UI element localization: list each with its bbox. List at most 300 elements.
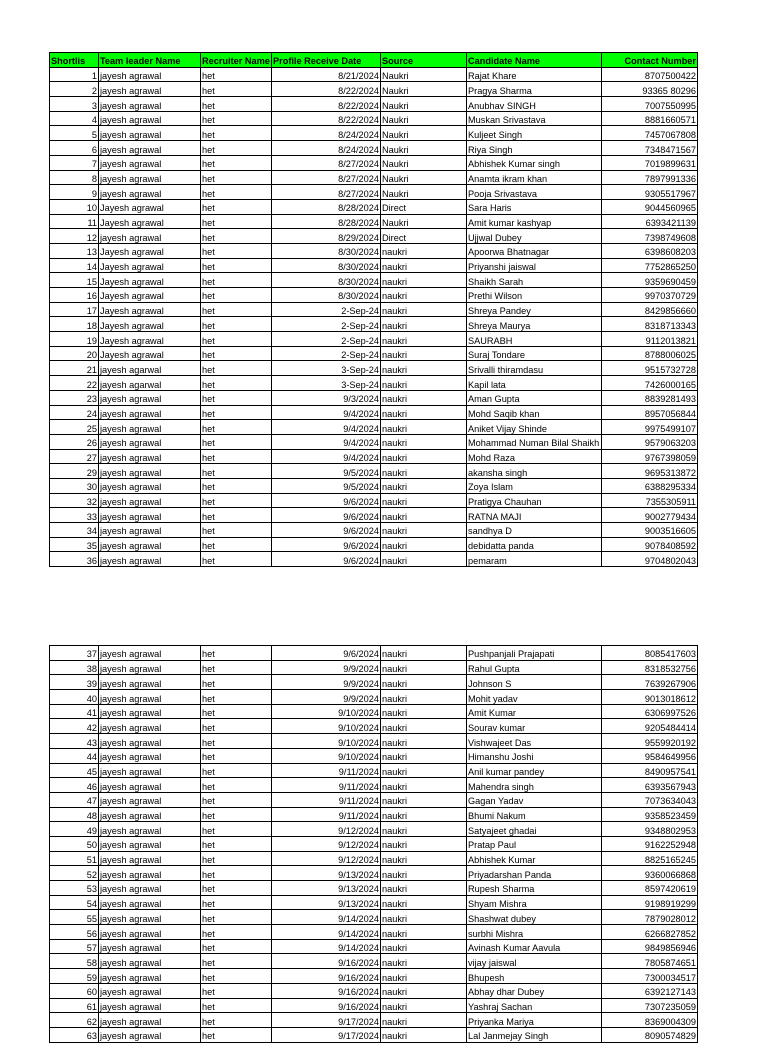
- cell-recruiter[interactable]: het: [201, 155, 272, 170]
- cell-contact[interactable]: 93365 80296: [602, 82, 698, 97]
- cell-contact[interactable]: 9975499107: [602, 420, 698, 435]
- cell-candidate[interactable]: SAURABH: [467, 332, 602, 347]
- cell-candidate[interactable]: akansha singh: [467, 464, 602, 479]
- cell-candidate[interactable]: Pragya Sharma: [467, 82, 602, 97]
- cell-recruiter[interactable]: het: [201, 302, 272, 317]
- cell-team-leader[interactable]: jayesh agrawal: [99, 866, 201, 881]
- cell-candidate[interactable]: Shaikh Sarah: [467, 273, 602, 288]
- cell-recruiter[interactable]: het: [201, 734, 272, 749]
- cell-date[interactable]: 9/4/2024: [272, 405, 381, 420]
- cell-team-leader[interactable]: jayesh agrawal: [99, 1027, 201, 1042]
- cell-recruiter[interactable]: het: [201, 523, 272, 538]
- cell-source[interactable]: naukri: [381, 258, 467, 273]
- cell-candidate[interactable]: Priyanka Mariya: [467, 1013, 602, 1028]
- cell-candidate[interactable]: Gagan Yadav: [467, 792, 602, 807]
- cell-contact[interactable]: 7639267906: [602, 675, 698, 690]
- cell-team-leader[interactable]: Jayesh agrawal: [99, 346, 201, 361]
- cell-source[interactable]: naukri: [381, 376, 467, 391]
- cell-shortlist[interactable]: 5: [50, 126, 99, 141]
- cell-date[interactable]: 9/6/2024: [272, 508, 381, 523]
- cell-shortlist[interactable]: 8: [50, 170, 99, 185]
- cell-shortlist[interactable]: 24: [50, 405, 99, 420]
- cell-recruiter[interactable]: het: [201, 690, 272, 705]
- cell-recruiter[interactable]: het: [201, 288, 272, 303]
- cell-shortlist[interactable]: 48: [50, 807, 99, 822]
- cell-team-leader[interactable]: jayesh agrawal: [99, 939, 201, 954]
- cell-recruiter[interactable]: het: [201, 493, 272, 508]
- cell-shortlist[interactable]: 2: [50, 82, 99, 97]
- cell-shortlist[interactable]: 1: [50, 67, 99, 82]
- cell-source[interactable]: naukri: [381, 405, 467, 420]
- cell-contact[interactable]: 6266827852: [602, 925, 698, 940]
- cell-shortlist[interactable]: 58: [50, 954, 99, 969]
- cell-candidate[interactable]: vijay jaiswal: [467, 954, 602, 969]
- cell-candidate[interactable]: Sara Haris: [467, 199, 602, 214]
- cell-source[interactable]: Naukri: [381, 141, 467, 156]
- cell-date[interactable]: 8/21/2024: [272, 67, 381, 82]
- cell-team-leader[interactable]: jayesh agrawal: [99, 170, 201, 185]
- cell-shortlist[interactable]: 59: [50, 969, 99, 984]
- cell-recruiter[interactable]: het: [201, 998, 272, 1013]
- cell-candidate[interactable]: Abhishek Kumar: [467, 851, 602, 866]
- cell-recruiter[interactable]: het: [201, 866, 272, 881]
- cell-shortlist[interactable]: 49: [50, 822, 99, 837]
- cell-candidate[interactable]: Sourav kumar: [467, 719, 602, 734]
- cell-shortlist[interactable]: 3: [50, 97, 99, 112]
- cell-date[interactable]: 9/13/2024: [272, 895, 381, 910]
- cell-source[interactable]: Naukri: [381, 170, 467, 185]
- cell-shortlist[interactable]: 46: [50, 778, 99, 793]
- cell-shortlist[interactable]: 45: [50, 763, 99, 778]
- cell-contact[interactable]: 9305517967: [602, 185, 698, 200]
- cell-team-leader[interactable]: jayesh agrawal: [99, 508, 201, 523]
- cell-recruiter[interactable]: het: [201, 704, 272, 719]
- cell-candidate[interactable]: Pratap Paul: [467, 836, 602, 851]
- cell-date[interactable]: 9/10/2024: [272, 719, 381, 734]
- cell-date[interactable]: 8/30/2024: [272, 288, 381, 303]
- cell-source[interactable]: naukri: [381, 346, 467, 361]
- cell-shortlist[interactable]: 56: [50, 925, 99, 940]
- cell-team-leader[interactable]: jayesh agrawal: [99, 807, 201, 822]
- cell-date[interactable]: 9/11/2024: [272, 763, 381, 778]
- cell-candidate[interactable]: Johnson S: [467, 675, 602, 690]
- cell-contact[interactable]: 9002779434: [602, 508, 698, 523]
- cell-contact[interactable]: 7426000165: [602, 376, 698, 391]
- cell-date[interactable]: 8/27/2024: [272, 185, 381, 200]
- cell-recruiter[interactable]: het: [201, 376, 272, 391]
- cell-candidate[interactable]: Mahendra singh: [467, 778, 602, 793]
- cell-contact[interactable]: 8318532756: [602, 660, 698, 675]
- cell-contact[interactable]: 8788006025: [602, 346, 698, 361]
- cell-date[interactable]: 9/16/2024: [272, 969, 381, 984]
- cell-date[interactable]: 9/16/2024: [272, 983, 381, 998]
- cell-shortlist[interactable]: 27: [50, 449, 99, 464]
- cell-recruiter[interactable]: het: [201, 67, 272, 82]
- cell-shortlist[interactable]: 4: [50, 111, 99, 126]
- cell-shortlist[interactable]: 54: [50, 895, 99, 910]
- cell-team-leader[interactable]: jayesh agrawal: [99, 704, 201, 719]
- cell-source[interactable]: naukri: [381, 390, 467, 405]
- cell-recruiter[interactable]: het: [201, 229, 272, 244]
- cell-recruiter[interactable]: het: [201, 552, 272, 567]
- cell-source[interactable]: Naukri: [381, 185, 467, 200]
- cell-contact[interactable]: 6306997526: [602, 704, 698, 719]
- cell-shortlist[interactable]: 38: [50, 660, 99, 675]
- cell-contact[interactable]: 9198919299: [602, 895, 698, 910]
- cell-candidate[interactable]: Srivalli thiramdasu: [467, 361, 602, 376]
- cell-recruiter[interactable]: het: [201, 405, 272, 420]
- cell-recruiter[interactable]: het: [201, 719, 272, 734]
- cell-source[interactable]: naukri: [381, 332, 467, 347]
- cell-source[interactable]: naukri: [381, 1013, 467, 1028]
- cell-date[interactable]: 9/10/2024: [272, 748, 381, 763]
- cell-contact[interactable]: 6393567943: [602, 778, 698, 793]
- cell-team-leader[interactable]: jayesh agrawal: [99, 895, 201, 910]
- cell-source[interactable]: naukri: [381, 508, 467, 523]
- cell-recruiter[interactable]: het: [201, 464, 272, 479]
- cell-source[interactable]: naukri: [381, 464, 467, 479]
- cell-candidate[interactable]: Mohd Saqib khan: [467, 405, 602, 420]
- cell-candidate[interactable]: Abhishek Kumar singh: [467, 155, 602, 170]
- cell-shortlist[interactable]: 7: [50, 155, 99, 170]
- cell-candidate[interactable]: Apoorwa Bhatnagar: [467, 243, 602, 258]
- cell-candidate[interactable]: Lal Janmejay Singh: [467, 1027, 602, 1042]
- cell-source[interactable]: Naukri: [381, 82, 467, 97]
- cell-team-leader[interactable]: jayesh agrawal: [99, 97, 201, 112]
- cell-recruiter[interactable]: het: [201, 243, 272, 258]
- cell-recruiter[interactable]: het: [201, 983, 272, 998]
- cell-candidate[interactable]: Priyanshi jaiswal: [467, 258, 602, 273]
- cell-contact[interactable]: 7879028012: [602, 910, 698, 925]
- cell-shortlist[interactable]: 51: [50, 851, 99, 866]
- cell-shortlist[interactable]: 62: [50, 1013, 99, 1028]
- cell-contact[interactable]: 7348471567: [602, 141, 698, 156]
- cell-shortlist[interactable]: 50: [50, 836, 99, 851]
- cell-source[interactable]: naukri: [381, 734, 467, 749]
- cell-recruiter[interactable]: het: [201, 778, 272, 793]
- cell-contact[interactable]: 9013018612: [602, 690, 698, 705]
- cell-contact[interactable]: 9360066868: [602, 866, 698, 881]
- cell-team-leader[interactable]: jayesh agarwal: [99, 361, 201, 376]
- cell-team-leader[interactable]: jayesh agrawal: [99, 111, 201, 126]
- cell-candidate[interactable]: Zoya Islam: [467, 478, 602, 493]
- cell-shortlist[interactable]: 53: [50, 881, 99, 896]
- cell-source[interactable]: naukri: [381, 302, 467, 317]
- cell-shortlist[interactable]: 12: [50, 229, 99, 244]
- cell-candidate[interactable]: Mohit yadav: [467, 690, 602, 705]
- cell-candidate[interactable]: Bhumi Nakum: [467, 807, 602, 822]
- cell-date[interactable]: 9/11/2024: [272, 807, 381, 822]
- cell-source[interactable]: naukri: [381, 420, 467, 435]
- cell-shortlist[interactable]: 14: [50, 258, 99, 273]
- cell-shortlist[interactable]: 22: [50, 376, 99, 391]
- cell-team-leader[interactable]: jayesh agrawal: [99, 126, 201, 141]
- cell-team-leader[interactable]: jayesh agrawal: [99, 836, 201, 851]
- cell-team-leader[interactable]: Jayesh agrawal: [99, 199, 201, 214]
- cell-date[interactable]: 3-Sep-24: [272, 361, 381, 376]
- cell-source[interactable]: naukri: [381, 763, 467, 778]
- cell-team-leader[interactable]: Jayesh agrawal: [99, 214, 201, 229]
- cell-shortlist[interactable]: 61: [50, 998, 99, 1013]
- cell-contact[interactable]: 7752865250: [602, 258, 698, 273]
- cell-contact[interactable]: 7398749608: [602, 229, 698, 244]
- cell-contact[interactable]: 9767398059: [602, 449, 698, 464]
- cell-candidate[interactable]: Shreya Pandey: [467, 302, 602, 317]
- cell-shortlist[interactable]: 30: [50, 478, 99, 493]
- cell-team-leader[interactable]: jayesh agrawal: [99, 523, 201, 538]
- cell-candidate[interactable]: Kuljeet Singh: [467, 126, 602, 141]
- cell-source[interactable]: naukri: [381, 925, 467, 940]
- cell-source[interactable]: Naukri: [381, 67, 467, 82]
- cell-source[interactable]: naukri: [381, 660, 467, 675]
- cell-date[interactable]: 8/28/2024: [272, 199, 381, 214]
- cell-date[interactable]: 9/14/2024: [272, 925, 381, 940]
- cell-recruiter[interactable]: het: [201, 939, 272, 954]
- cell-source[interactable]: naukri: [381, 983, 467, 998]
- cell-candidate[interactable]: Anamta ikram khan: [467, 170, 602, 185]
- cell-date[interactable]: 8/22/2024: [272, 97, 381, 112]
- cell-shortlist[interactable]: 13: [50, 243, 99, 258]
- cell-candidate[interactable]: Suraj Tondare: [467, 346, 602, 361]
- cell-shortlist[interactable]: 26: [50, 434, 99, 449]
- cell-recruiter[interactable]: het: [201, 646, 272, 661]
- cell-shortlist[interactable]: 20: [50, 346, 99, 361]
- cell-date[interactable]: 9/4/2024: [272, 420, 381, 435]
- cell-source[interactable]: Direct: [381, 199, 467, 214]
- cell-recruiter[interactable]: het: [201, 420, 272, 435]
- cell-recruiter[interactable]: het: [201, 1013, 272, 1028]
- cell-shortlist[interactable]: 15: [50, 273, 99, 288]
- cell-recruiter[interactable]: het: [201, 449, 272, 464]
- cell-team-leader[interactable]: jayesh agrawal: [99, 390, 201, 405]
- cell-team-leader[interactable]: jayesh agrawal: [99, 969, 201, 984]
- cell-shortlist[interactable]: 57: [50, 939, 99, 954]
- cell-source[interactable]: naukri: [381, 646, 467, 661]
- cell-candidate[interactable]: Ujjwal Dubey: [467, 229, 602, 244]
- cell-date[interactable]: 9/11/2024: [272, 778, 381, 793]
- cell-source[interactable]: naukri: [381, 273, 467, 288]
- cell-team-leader[interactable]: jayesh agrawal: [99, 229, 201, 244]
- cell-source[interactable]: naukri: [381, 537, 467, 552]
- cell-recruiter[interactable]: het: [201, 82, 272, 97]
- cell-recruiter[interactable]: het: [201, 822, 272, 837]
- cell-source[interactable]: naukri: [381, 998, 467, 1013]
- cell-contact[interactable]: 9205484414: [602, 719, 698, 734]
- cell-candidate[interactable]: Anil kumar pandey: [467, 763, 602, 778]
- cell-candidate[interactable]: Aman Gupta: [467, 390, 602, 405]
- cell-team-leader[interactable]: jayesh agrawal: [99, 420, 201, 435]
- cell-recruiter[interactable]: het: [201, 434, 272, 449]
- cell-recruiter[interactable]: het: [201, 97, 272, 112]
- cell-contact[interactable]: 8839281493: [602, 390, 698, 405]
- cell-date[interactable]: 9/12/2024: [272, 836, 381, 851]
- cell-recruiter[interactable]: het: [201, 660, 272, 675]
- header-recruiter[interactable]: Recruiter Name: [201, 53, 272, 68]
- cell-recruiter[interactable]: het: [201, 836, 272, 851]
- cell-date[interactable]: 9/9/2024: [272, 660, 381, 675]
- cell-team-leader[interactable]: jayesh agrawal: [99, 719, 201, 734]
- cell-team-leader[interactable]: jayesh agrawal: [99, 449, 201, 464]
- cell-contact[interactable]: 8597420619: [602, 881, 698, 896]
- cell-shortlist[interactable]: 33: [50, 508, 99, 523]
- cell-team-leader[interactable]: jayesh agrawal: [99, 405, 201, 420]
- cell-source[interactable]: naukri: [381, 969, 467, 984]
- cell-contact[interactable]: 9078408592: [602, 537, 698, 552]
- cell-source[interactable]: naukri: [381, 317, 467, 332]
- cell-shortlist[interactable]: 36: [50, 552, 99, 567]
- cell-recruiter[interactable]: het: [201, 199, 272, 214]
- cell-source[interactable]: Naukri: [381, 111, 467, 126]
- cell-recruiter[interactable]: het: [201, 910, 272, 925]
- cell-date[interactable]: 9/14/2024: [272, 910, 381, 925]
- cell-date[interactable]: 8/30/2024: [272, 258, 381, 273]
- cell-date[interactable]: 9/16/2024: [272, 998, 381, 1013]
- cell-recruiter[interactable]: het: [201, 881, 272, 896]
- cell-contact[interactable]: 7007550995: [602, 97, 698, 112]
- cell-team-leader[interactable]: jayesh agrawal: [99, 792, 201, 807]
- cell-team-leader[interactable]: jayesh agrawal: [99, 690, 201, 705]
- cell-recruiter[interactable]: het: [201, 807, 272, 822]
- cell-contact[interactable]: 8090574829: [602, 1027, 698, 1042]
- cell-date[interactable]: 8/27/2024: [272, 155, 381, 170]
- cell-source[interactable]: Naukri: [381, 126, 467, 141]
- cell-date[interactable]: 9/10/2024: [272, 734, 381, 749]
- cell-candidate[interactable]: Riya Singh: [467, 141, 602, 156]
- cell-contact[interactable]: 8490957541: [602, 763, 698, 778]
- cell-date[interactable]: 9/4/2024: [272, 434, 381, 449]
- cell-source[interactable]: naukri: [381, 939, 467, 954]
- cell-candidate[interactable]: debidatta panda: [467, 537, 602, 552]
- cell-shortlist[interactable]: 60: [50, 983, 99, 998]
- cell-candidate[interactable]: Kapil lata: [467, 376, 602, 391]
- header-team-leader[interactable]: Team leader Name: [99, 53, 201, 68]
- cell-date[interactable]: 8/30/2024: [272, 243, 381, 258]
- header-candidate[interactable]: Candidate Name: [467, 53, 602, 68]
- cell-shortlist[interactable]: 11: [50, 214, 99, 229]
- cell-candidate[interactable]: Himanshu Joshi: [467, 748, 602, 763]
- cell-candidate[interactable]: Anubhav SINGH: [467, 97, 602, 112]
- cell-contact[interactable]: 8825165245: [602, 851, 698, 866]
- cell-candidate[interactable]: Bhupesh: [467, 969, 602, 984]
- cell-contact[interactable]: 7355305911: [602, 493, 698, 508]
- cell-candidate[interactable]: surbhi Mishra: [467, 925, 602, 940]
- cell-source[interactable]: naukri: [381, 910, 467, 925]
- cell-contact[interactable]: 9003516605: [602, 523, 698, 538]
- cell-team-leader[interactable]: Jayesh agrawal: [99, 273, 201, 288]
- cell-recruiter[interactable]: het: [201, 851, 272, 866]
- cell-date[interactable]: 2-Sep-24: [272, 346, 381, 361]
- cell-date[interactable]: 2-Sep-24: [272, 332, 381, 347]
- cell-team-leader[interactable]: jayesh agarwal: [99, 376, 201, 391]
- cell-source[interactable]: naukri: [381, 361, 467, 376]
- cell-date[interactable]: 9/3/2024: [272, 390, 381, 405]
- cell-date[interactable]: 9/4/2024: [272, 449, 381, 464]
- cell-contact[interactable]: 9348802953: [602, 822, 698, 837]
- cell-team-leader[interactable]: jayesh agrawal: [99, 478, 201, 493]
- cell-team-leader[interactable]: jayesh agrawal: [99, 155, 201, 170]
- header-date[interactable]: Profile Receive Date: [272, 53, 381, 68]
- cell-recruiter[interactable]: het: [201, 954, 272, 969]
- cell-candidate[interactable]: Pratigya Chauhan: [467, 493, 602, 508]
- cell-shortlist[interactable]: 25: [50, 420, 99, 435]
- cell-date[interactable]: 9/6/2024: [272, 493, 381, 508]
- cell-team-leader[interactable]: Jayesh agrawal: [99, 332, 201, 347]
- cell-contact[interactable]: 9970370729: [602, 288, 698, 303]
- cell-contact[interactable]: 8957056844: [602, 405, 698, 420]
- cell-shortlist[interactable]: 39: [50, 675, 99, 690]
- cell-shortlist[interactable]: 18: [50, 317, 99, 332]
- cell-contact[interactable]: 9515732728: [602, 361, 698, 376]
- cell-date[interactable]: 8/24/2024: [272, 126, 381, 141]
- cell-candidate[interactable]: pemaram: [467, 552, 602, 567]
- cell-team-leader[interactable]: jayesh agrawal: [99, 493, 201, 508]
- header-contact[interactable]: Contact Number: [602, 53, 698, 68]
- cell-shortlist[interactable]: 17: [50, 302, 99, 317]
- cell-recruiter[interactable]: het: [201, 508, 272, 523]
- cell-date[interactable]: 8/27/2024: [272, 170, 381, 185]
- cell-contact[interactable]: 8085417603: [602, 646, 698, 661]
- cell-source[interactable]: naukri: [381, 851, 467, 866]
- cell-candidate[interactable]: Amit kumar kashyap: [467, 214, 602, 229]
- cell-source[interactable]: naukri: [381, 493, 467, 508]
- cell-candidate[interactable]: Rahul Gupta: [467, 660, 602, 675]
- cell-candidate[interactable]: Shashwat dubey: [467, 910, 602, 925]
- cell-date[interactable]: 9/16/2024: [272, 954, 381, 969]
- cell-shortlist[interactable]: 29: [50, 464, 99, 479]
- cell-source[interactable]: Naukri: [381, 214, 467, 229]
- cell-team-leader[interactable]: Jayesh agrawal: [99, 302, 201, 317]
- cell-source[interactable]: naukri: [381, 675, 467, 690]
- cell-shortlist[interactable]: 52: [50, 866, 99, 881]
- cell-source[interactable]: Direct: [381, 229, 467, 244]
- cell-contact[interactable]: 6388295334: [602, 478, 698, 493]
- cell-date[interactable]: 2-Sep-24: [272, 302, 381, 317]
- cell-source[interactable]: naukri: [381, 1027, 467, 1042]
- cell-recruiter[interactable]: het: [201, 792, 272, 807]
- cell-date[interactable]: 2-Sep-24: [272, 317, 381, 332]
- cell-team-leader[interactable]: jayesh agrawal: [99, 998, 201, 1013]
- cell-date[interactable]: 9/6/2024: [272, 646, 381, 661]
- cell-date[interactable]: 9/13/2024: [272, 881, 381, 896]
- cell-contact[interactable]: 9162252948: [602, 836, 698, 851]
- cell-recruiter[interactable]: het: [201, 478, 272, 493]
- cell-recruiter[interactable]: het: [201, 126, 272, 141]
- cell-team-leader[interactable]: jayesh agrawal: [99, 1013, 201, 1028]
- cell-team-leader[interactable]: jayesh agrawal: [99, 925, 201, 940]
- cell-team-leader[interactable]: jayesh agrawal: [99, 881, 201, 896]
- cell-recruiter[interactable]: het: [201, 317, 272, 332]
- cell-shortlist[interactable]: 42: [50, 719, 99, 734]
- cell-recruiter[interactable]: het: [201, 1027, 272, 1042]
- cell-recruiter[interactable]: het: [201, 111, 272, 126]
- cell-source[interactable]: naukri: [381, 449, 467, 464]
- cell-team-leader[interactable]: jayesh agrawal: [99, 983, 201, 998]
- cell-team-leader[interactable]: Jayesh agrawal: [99, 288, 201, 303]
- cell-shortlist[interactable]: 34: [50, 523, 99, 538]
- cell-team-leader[interactable]: jayesh agrawal: [99, 763, 201, 778]
- cell-contact[interactable]: 9579063203: [602, 434, 698, 449]
- cell-contact[interactable]: 9704802043: [602, 552, 698, 567]
- cell-source[interactable]: Naukri: [381, 97, 467, 112]
- cell-shortlist[interactable]: 9: [50, 185, 99, 200]
- cell-date[interactable]: 9/14/2024: [272, 939, 381, 954]
- cell-source[interactable]: naukri: [381, 778, 467, 793]
- cell-recruiter[interactable]: het: [201, 185, 272, 200]
- cell-contact[interactable]: 7805874651: [602, 954, 698, 969]
- cell-date[interactable]: 9/17/2024: [272, 1013, 381, 1028]
- header-source[interactable]: Source: [381, 53, 467, 68]
- cell-source[interactable]: naukri: [381, 704, 467, 719]
